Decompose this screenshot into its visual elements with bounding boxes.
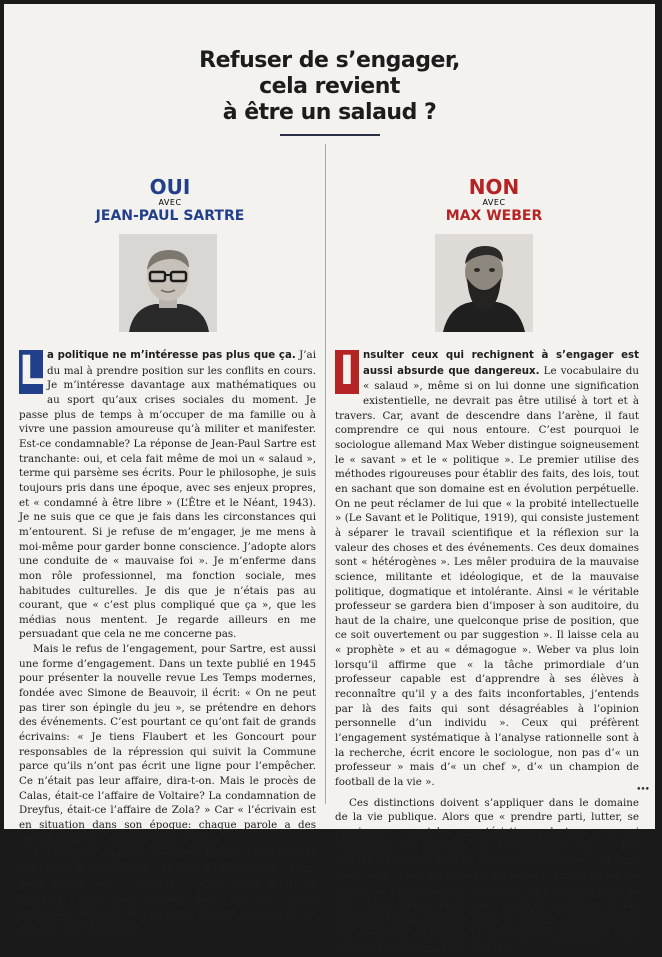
title-line-3: à être un salaud ?: [222, 100, 437, 125]
oui-label: OUI: [149, 175, 191, 199]
oui-dropcap: L: [19, 348, 45, 394]
page-title: [4, 48, 655, 126]
oui-lead: a politique ne m’intéresse pas plus que ça.: [47, 350, 296, 361]
non-author-name: MAX WEBER: [445, 208, 543, 224]
oui-article: [19, 348, 316, 935]
non-article: [335, 348, 639, 957]
title-line-2: cela revient: [259, 74, 400, 99]
column-divider: [325, 144, 326, 804]
non-label: NON: [468, 175, 520, 199]
non-paragraph-1: [335, 348, 639, 790]
oui-avec: AVEC: [158, 198, 182, 207]
sartre-portrait: [119, 234, 217, 332]
title-underline: [280, 134, 380, 136]
oui-paragraph-2: Mais le refus de l’engagement, pour Sartre, est aussi une forme d’engagement. Dans un texte publié en 1945 pour présenter la nouvelle revue Les Temps modernes, fondée avec Simone de Beauvoir, il écrit: « On ne peut pas tirer son épingle du jeu », se prétendre en dehors des événements. C’est pourtant ce qu’ont fait de grands écrivains: « Je tiens Flaubert et les Goncourt pour responsables de la répression qui suivit la Commune parce qu’ils n’ont pas écrit une ligne pour l’empêcher. Ce n’était pas leur affaire, dira-t-on. Mais le procès de Calas, était-ce l’affaire de Voltaire? La condamnation de Dreyfus, était-ce l’affaire de Zola? » Car « l’écrivain est en situation dans son époque: chaque parole a des retentissements. Chaque silence aussi ».: [19, 643, 316, 846]
weber-portrait: [435, 234, 533, 332]
oui-heading: [90, 176, 250, 224]
non-paragraph-2: Ces distinctions doivent s’appliquer dans le domaine de la vie publique. Alors que « prendre parti, lutter, se passionner » sont les caractéristiques de tous ceux qui s’engagent en politique, le fonctionnaire, lui, « doit administrer, avant tout de façon non partisane » et sans parti pris. Ceci n’empêche nullement l’intellectuel, le savant, le fonctionnaire, l’employé, de s’engager dans la cité. Max Weber était, par exemple, partisan d’une Allemagne démocratique. Mais il séparait soigneusement son œuvre de sociologue et ses activités publiques. Sans se considérer comme un « salaud ».: [335, 796, 639, 956]
oui-paragraph-3: Si l’honnête employé, l’esthète distant, l’observateur qui refuse de se mouiller – et donc de se tromper – sont, pour Sartre, des « salauds », c’est parce qu’ils se réfugient dans une essence fixe, un rôle social immuable. Refuser de s’engager devient un déni de ce qui fait notre humanité.: [19, 848, 316, 934]
non-paragraph-1-text: Le vocabulaire du « salaud », même si on lui donne une signification existentielle, ne devrait pas être utilisé à tort et à travers. Car, avant de descendre dans l’arène, il faut comprendre ce qui nous entoure. C’est pourquoi le sociologue allemand Max Weber distingue soigneusement le « savant » et le « politique ». Le premier utilise des méthodes rigoureuses pour établir des faits, des lois, tout en sachant que son domaine est en évolution perpétuelle. On ne peut réclamer de lui que « la probité intellectuelle » (Le Savant et le Politique, 1919), qui consiste justement à séparer le travail scientifique et la réflexion sur la valeur des choses et des événements. Ces deux domaines sont « hétérogènes ». Les mêler produira de la mauvaise science, militante et idéologique, et de la mauvaise politique, dogmatique et intolérante. Ainsi « le véritable professeur se gardera bien d’imposer à son auditoire, du haut de la chaire, une quelconque prise de position, que ce soit ouvertement ou par suggestion ». Il laisse cela au « prophète » et au « démagogue ». Weber va plus loin lorsqu’il affirme que « la tâche primordiale d’un professeur capable est d’apprendre à ses élèves à reconnaître qu’il y a des faits inconfortables, j’entends par là des faits qui sont désagréables à l’opinion personnelle d’un individu ». Ceux qui préfèrent l’engagement systématique à l’analyse rationnelle sont à la recherche, écrit encore le sociologue, non pas d’« un professeur » mais d’« un chef », d’« un champion de football de la vie ».: [335, 364, 639, 789]
non-heading: [414, 176, 574, 224]
oui-author-name: JEAN-PAUL SARTRE: [95, 208, 245, 224]
title-line-1: Refuser de s’engager,: [199, 48, 460, 73]
magazine-page: [4, 4, 655, 956]
non-avec: AVEC: [482, 198, 506, 207]
oui-paragraph-1-text: J’ai du mal à prendre position sur les conflits en cours. Je m’intéresse davantage aux mathématiques ou au sport qu’aux crises sociales du moment. Je passe plus de temps à m’occuper de ma famille ou à vivre une passion amoureuse qu’à militer et manifester. Est-ce condamnable? La réponse de Jean-Paul Sartre est tranchante: oui, et cela fait même de moi un « salaud », terme qui parsème ses écrits. Pour le philosophe, je suis toujours pris dans une époque, avec ses enjeux propres, et « condamné à être libre » (L’Être et le Néant, 1943). Je ne suis que ce que je fais dans les circonstances qui m’entourent. Si je refuse de m’engager, je me mens à moi-même pour garder bonne conscience. J’adopte alors une conduite de « mauvaise foi ». Je m’enferme dans mon rôle professionnel, ma fonction sociale, mes habitudes culturelles. Je dis que je n’étais pas au courant, que « c’est plus compliqué que ça », que les médias nous mentent. Je regarde ailleurs en me persuadant que cela ne me concerne pas.: [19, 349, 316, 641]
non-dropcap: I: [335, 350, 359, 394]
oui-paragraph-1: [19, 348, 316, 642]
article-end-mark: •••: [636, 785, 649, 795]
non-lead: nsulter ceux qui rechignent à s’engager est aussi absurde que dangereux.: [363, 350, 639, 377]
